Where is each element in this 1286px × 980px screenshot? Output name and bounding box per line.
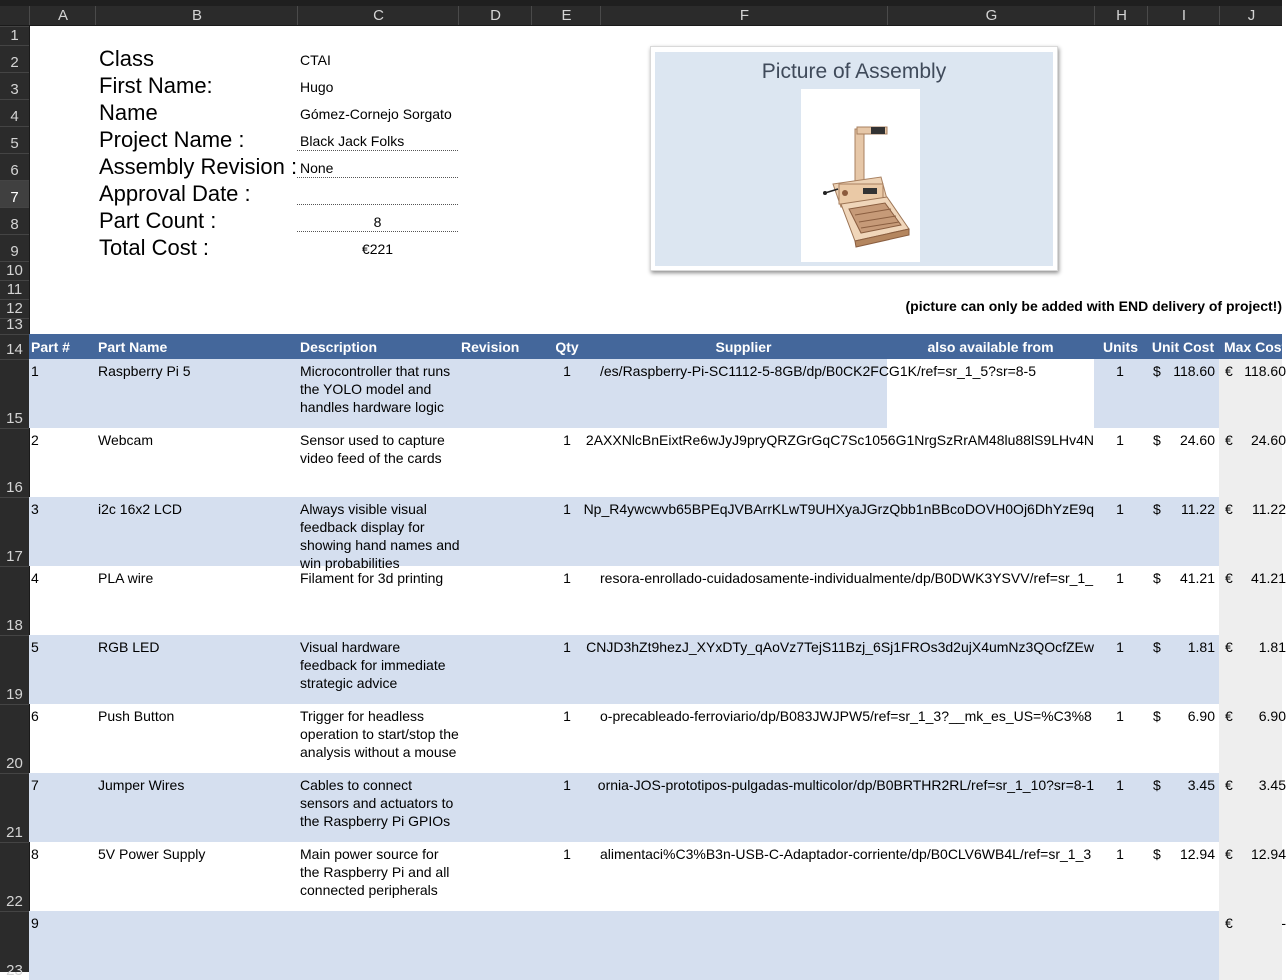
unit-cost-cell[interactable] [1147, 704, 1219, 773]
total-cost-value[interactable]: €221 [361, 241, 394, 257]
table-row [29, 635, 1286, 704]
description-cell[interactable]: Main power source for the Raspberry Pi and all connected peripherals [300, 846, 450, 898]
supplier-link-cell[interactable] [600, 566, 1094, 635]
part-name-cell[interactable] [98, 911, 298, 980]
unit-cost-amount: 3.45 [1187, 777, 1215, 793]
part-number-cell[interactable]: 6 [31, 708, 39, 724]
max-cost-amount: 1.81 [1258, 639, 1286, 655]
currency-symbol: € [1225, 570, 1233, 586]
supplier-link-text[interactable]: o-precableado-ferroviario/dp/B083JWJPW5/ref=sr_1_3?__mk_es_US=%C3%8 [600, 708, 1092, 724]
qty-cell[interactable]: 1 [563, 639, 571, 655]
currency-symbol: $ [1153, 639, 1161, 655]
units-cell[interactable]: 1 [1116, 777, 1124, 793]
row-header[interactable]: 10 [0, 261, 29, 280]
description-cell[interactable]: Cables to connect sensors and actuators to the Raspberry Pi GPIOs [300, 777, 454, 829]
header-revision[interactable]: Revision [461, 339, 520, 355]
units-cell[interactable]: 1 [1116, 846, 1124, 862]
currency-symbol: € [1225, 777, 1233, 793]
header-max-cost[interactable]: Max Cost [1224, 339, 1286, 355]
part-number-cell[interactable]: 7 [31, 777, 39, 793]
part-name-cell[interactable]: Webcam [98, 432, 153, 448]
approval-date-label: Approval Date : [99, 181, 251, 206]
row-header[interactable]: 6 [0, 153, 29, 180]
unit-cost-cell[interactable] [1147, 428, 1219, 497]
part-number-cell[interactable]: 2 [31, 432, 39, 448]
table-row [29, 911, 1286, 980]
max-cost-amount: 12.94 [1250, 846, 1286, 862]
header-part-name[interactable]: Part Name [98, 339, 168, 355]
first-name-label: First Name: [99, 73, 213, 98]
unit-cost-cell[interactable] [1147, 635, 1219, 704]
currency-symbol: $ [1153, 432, 1161, 448]
column-header-b[interactable]: B [95, 6, 298, 25]
qty-cell[interactable]: 1 [563, 432, 571, 448]
part-name-cell[interactable]: Raspberry Pi 5 [98, 363, 191, 379]
header-also-available[interactable]: also available from [927, 339, 1054, 355]
max-cost-amount: 41.21 [1250, 570, 1286, 586]
picture-title: Picture of Assembly [761, 60, 947, 83]
max-cost-cell[interactable] [1219, 497, 1286, 566]
unit-cost-amount: 1.81 [1187, 639, 1215, 655]
supplier-link-cell[interactable] [600, 704, 1094, 773]
currency-symbol: $ [1153, 570, 1161, 586]
assembly-revision-label: Assembly Revision : [99, 154, 298, 179]
part-count-value[interactable]: 8 [297, 213, 458, 232]
assembly-picture-frame[interactable] [650, 46, 1058, 271]
description-cell[interactable]: Filament for 3d printing [300, 570, 444, 586]
currency-symbol: € [1225, 846, 1233, 862]
description-cell[interactable] [300, 911, 460, 980]
unit-cost-cell[interactable] [1147, 773, 1219, 842]
supplier-link-text[interactable]: 2AXXNlcBnEixtRe6wJyJ9pryQRZGrGqC7Sc1056G1NrgSzRrAM48lu88lS9LHv4N [585, 432, 1094, 448]
project-name-value[interactable]: Black Jack Folks [297, 132, 458, 151]
project-name-label: Project Name : [99, 127, 245, 152]
currency-symbol: $ [1153, 363, 1161, 379]
row-header[interactable]: 23 [0, 911, 29, 980]
table-row [29, 497, 1286, 571]
max-cost-cell[interactable] [1219, 773, 1286, 842]
supplier-link-cell[interactable] [583, 497, 1094, 566]
picture-note: (picture can only be added with END delivery of project!) [905, 298, 1282, 314]
header-units[interactable]: Units [1103, 339, 1138, 355]
table-row [29, 842, 1286, 911]
column-header-bar [0, 6, 1282, 26]
supplier-link-cell[interactable] [597, 773, 1094, 842]
max-cost-cell[interactable] [1219, 635, 1286, 704]
part-number-cell[interactable]: 5 [31, 639, 39, 655]
header-description[interactable]: Description [300, 339, 378, 355]
class-value[interactable]: CTAI [300, 52, 331, 68]
row-header[interactable]: 8 [0, 207, 29, 234]
supplier-link-cell[interactable] [586, 635, 1094, 704]
column-header-a[interactable]: A [29, 6, 96, 25]
column-header-c[interactable]: C [297, 6, 459, 25]
row-header-selected[interactable]: 7 [0, 180, 29, 207]
unit-cost-amount: 41.21 [1179, 570, 1215, 586]
column-header-i[interactable]: I [1147, 6, 1220, 25]
max-cost-cell[interactable] [1219, 359, 1286, 428]
table-row [29, 566, 1286, 635]
part-number-cell[interactable]: 9 [31, 915, 39, 931]
currency-symbol: € [1225, 432, 1233, 448]
units-cell[interactable]: 1 [1116, 432, 1124, 448]
table-row [29, 428, 1286, 497]
qty-cell[interactable]: 1 [563, 501, 571, 517]
assembly-device-illustration [801, 89, 920, 262]
units-cell[interactable]: 1 [1116, 501, 1124, 517]
units-cell[interactable]: 1 [1116, 363, 1124, 379]
supplier-link-text[interactable]: /es/Raspberry-Pi-SC1112-5-8GB/dp/B0CK2FCG1K/ref=sr_1_5?sr=8-5 [600, 363, 1037, 379]
max-cost-cell[interactable] [1219, 704, 1286, 773]
supplier-link-cell[interactable] [600, 842, 1094, 911]
unit-cost-amount: 118.60 [1173, 363, 1215, 379]
currency-symbol: € [1225, 363, 1233, 379]
row-header[interactable]: 19 [0, 635, 29, 704]
column-header-d[interactable]: D [458, 6, 532, 25]
first-name-value[interactable]: Hugo [300, 79, 334, 95]
row-header[interactable]: 13 [0, 318, 29, 334]
description-cell[interactable]: Sensor used to capture video feed of the cards [300, 432, 445, 466]
row-header[interactable]: 11 [0, 280, 29, 299]
row-header[interactable]: 9 [0, 234, 29, 261]
row-header[interactable]: 4 [0, 99, 29, 126]
unit-cost-cell[interactable] [1147, 359, 1219, 428]
part-count-label: Part Count : [99, 208, 217, 233]
header-unit-cost[interactable]: Unit Cost [1151, 339, 1215, 355]
max-cost-cell[interactable] [1219, 842, 1286, 911]
supplier-link-text[interactable]: resora-enrollado-cuidadosamente-individualmente/dp/B0DWK3YSVV/ref=sr_1_ [600, 570, 1093, 586]
max-cost-cell[interactable] [1219, 566, 1286, 635]
max-cost-amount: 118.60 [1244, 363, 1286, 379]
max-cost-amount: 3.45 [1258, 777, 1286, 793]
supplier-link-text[interactable]: CNJD3hZt9hezJ_XYxDTy_qAoVz7TejS11Bzj_6Sj1FROs3d2ujX4umNz3QOcfZEw [586, 639, 1094, 655]
unit-cost-amount: 6.90 [1187, 708, 1215, 724]
assembly-picture-background [655, 52, 1053, 266]
column-header-j[interactable]: J [1219, 6, 1283, 25]
part-number-cell[interactable]: 3 [31, 501, 39, 517]
supplier-link-cell[interactable] [600, 911, 1094, 980]
currency-symbol: $ [1153, 846, 1161, 862]
total-cost-label: Total Cost : [99, 235, 210, 260]
unit-cost-amount: 11.22 [1181, 501, 1215, 517]
row-header[interactable]: 16 [0, 428, 29, 497]
currency-symbol: $ [1153, 501, 1161, 517]
header-qty[interactable]: Qty [555, 339, 579, 355]
qty-cell[interactable]: 1 [563, 363, 571, 379]
unit-cost-cell[interactable] [1147, 911, 1219, 980]
currency-symbol: € [1225, 915, 1233, 931]
part-name-cell[interactable]: i2c 16x2 LCD [98, 501, 183, 517]
description-cell[interactable]: Trigger for headless operation to start/stop the analysis without a mouse [300, 708, 459, 760]
unit-cost-cell[interactable] [1147, 566, 1219, 635]
part-number-cell[interactable]: 8 [31, 846, 39, 862]
row-header[interactable]: 20 [0, 704, 29, 773]
max-cost-amount: 11.22 [1252, 501, 1286, 517]
header-part-number[interactable]: Part # [31, 339, 70, 355]
parts-table-header [29, 334, 1286, 359]
qty-cell[interactable]: 1 [563, 846, 571, 862]
row-header[interactable]: 17 [0, 497, 29, 566]
part-name-cell[interactable]: Push Button [98, 708, 175, 724]
row-header[interactable]: 22 [0, 842, 29, 911]
units-cell[interactable] [1095, 911, 1145, 980]
supplier-link-text[interactable]: alimentaci%C3%B3n-USB-C-Adaptador-corriente/dp/B0CLV6WB4L/ref=sr_1_3 [600, 846, 1092, 862]
qty-cell[interactable]: 1 [563, 570, 571, 586]
part-name-cell[interactable]: 5V Power Supply [98, 846, 206, 862]
row-header[interactable]: 2 [0, 45, 29, 72]
assembly-photo[interactable] [801, 89, 920, 262]
row-header[interactable]: 3 [0, 72, 29, 99]
supplier-link-text[interactable]: Np_R4ywcwvb65BPEqJVBArrKLwT9UHXyaJGrzQbb1nBBcoDOVH0Oj6DhYzE9q [583, 501, 1094, 517]
part-number-cell[interactable]: 1 [31, 363, 39, 379]
qty-cell[interactable]: 1 [563, 777, 571, 793]
column-header-e[interactable]: E [531, 6, 601, 25]
currency-symbol: € [1225, 708, 1233, 724]
description-cell[interactable]: Microcontroller that runs the YOLO model and handles hardware logic [300, 363, 451, 415]
row-header[interactable]: 1 [0, 26, 29, 45]
units-cell[interactable]: 1 [1116, 570, 1124, 586]
column-header-h[interactable]: H [1094, 6, 1148, 25]
part-name-cell[interactable]: PLA wire [98, 570, 154, 586]
currency-symbol: $ [1153, 777, 1161, 793]
currency-symbol: $ [1153, 708, 1161, 724]
class-label: Class [99, 46, 155, 71]
table-row [29, 359, 1286, 428]
unit-cost-cell[interactable] [1147, 842, 1219, 911]
unit-cost-amount: 24.60 [1179, 432, 1215, 448]
currency-symbol: € [1225, 639, 1233, 655]
supplier-link-text[interactable]: ornia-JOS-prototipos-pulgadas-multicolor/dp/B0BRTHR2RL/ref=sr_1_10?sr=8-1 [597, 777, 1094, 793]
row-header[interactable]: 15 [0, 359, 29, 428]
table-row [29, 773, 1286, 842]
name-value[interactable]: Gómez-Cornejo Sorgato [300, 106, 452, 122]
supplier-link-cell[interactable] [585, 428, 1094, 497]
unit-cost-cell[interactable] [1147, 497, 1219, 566]
name-label: Name [99, 100, 158, 125]
column-header-g[interactable]: G [887, 6, 1095, 25]
row-header[interactable]: 12 [0, 299, 29, 318]
row-header[interactable]: 14 [0, 334, 29, 359]
supplier-link-cell[interactable] [600, 359, 1094, 428]
max-cost-amount: - [1281, 915, 1286, 931]
row-header[interactable]: 21 [0, 773, 29, 842]
select-all-corner[interactable] [0, 6, 29, 25]
table-row [29, 704, 1286, 773]
max-cost-cell[interactable] [1219, 428, 1286, 497]
header-supplier[interactable]: Supplier [715, 339, 772, 355]
description-cell[interactable]: Visual hardware feedback for immediate strategic advice [300, 639, 446, 691]
approval-date-value[interactable] [297, 186, 458, 205]
column-header-f[interactable]: F [600, 6, 888, 25]
assembly-revision-value[interactable]: None [297, 159, 458, 178]
max-cost-amount: 6.90 [1258, 708, 1286, 724]
part-number-cell[interactable]: 4 [31, 570, 39, 586]
row-header[interactable]: 5 [0, 126, 29, 153]
row-header-bar [0, 26, 30, 979]
max-cost-cell[interactable] [1219, 911, 1286, 980]
qty-cell[interactable] [532, 911, 602, 980]
row-header[interactable]: 18 [0, 566, 29, 635]
qty-cell[interactable]: 1 [563, 708, 571, 724]
units-cell[interactable]: 1 [1116, 639, 1124, 655]
description-cell[interactable]: Always visible visual feedback display for showing hand names and win probabilities [300, 501, 460, 571]
part-name-cell[interactable]: RGB LED [98, 639, 160, 655]
units-cell[interactable]: 1 [1116, 708, 1124, 724]
max-cost-amount: 24.60 [1250, 432, 1286, 448]
part-name-cell[interactable]: Jumper Wires [98, 777, 185, 793]
currency-symbol: € [1225, 501, 1233, 517]
unit-cost-amount: 12.94 [1179, 846, 1215, 862]
